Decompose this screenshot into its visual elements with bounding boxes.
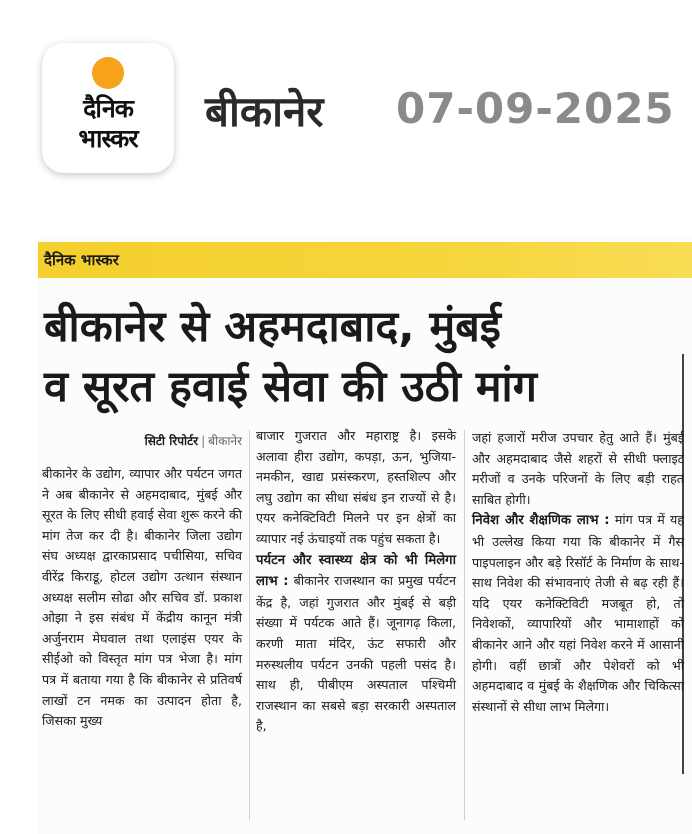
column-2-text-a: बाजार गुजरात और महाराष्ट्र है। इसके अलावा हीरा उद्योग, कपड़ा, ऊन, भुजिया-नमकीन, खाद्य प्रसंस्करण, हस्तशिल्प और लघु उद्योग का सीधा संबंध इन राज्यों से है। एयर कनेक्टिविटी मिलने पर इन क्षेत्रों का व्यापार नई ऊंचाइयों तक पहुंच सकता है। [256, 428, 456, 546]
column-1-text: बीकानेर के उद्योग, व्यापार और पर्यटन जगत ने अब बीकानेर से अहमदाबाद, मुंबई और सूरत के लिए सीधी हवाई सेवा शुरू करने की मांग तेज कर दी है। बीकानेर जिला उद्योग संघ अध्यक्ष द्वारकाप्रसाद पचीसिया, सचिव वीरेंद्र किराडू, होटल उद्योग उत्थान संस्थान अध्यक्ष सलीम सोढा और सचिव डॉ. प्रकाश ओझा ने इस संबंध में केंद्रीय कानून मंत्री अर्जुनराम मेघवाल तथा एलाइंस एयर के सीईओ को विस्तृत मांग पत्र भेजा है। मांग पत्र में बताया गया है कि बीकानेर से प्रतिवर्ष लाखों टन नमक का उत्पादन होता है, जिसका मुख्य [42, 466, 242, 729]
byline [42, 430, 242, 452]
investment-education-subhead: निवेश और शैक्षणिक लाभ : [472, 513, 610, 529]
byline-reporter: सिटी रिपोर्टर [144, 434, 199, 448]
edition-city: बीकानेर [205, 87, 324, 136]
edition-date: 07-09-2025 [396, 84, 675, 133]
column-divider-1 [249, 430, 250, 820]
sun-icon [92, 57, 124, 89]
article-column-3 [472, 428, 684, 717]
brand-strip-label: दैनिक भास्कर [44, 251, 119, 269]
newspaper-clipping [38, 236, 692, 834]
byline-place: बीकानेर [208, 434, 242, 448]
logo-text-line2: भास्कर [78, 124, 138, 153]
article-column-2 [256, 426, 456, 737]
column-3-text-b: मांग पत्र में यह भी उल्लेख किया गया कि बीकानेर में गैस पाइपलाइन और बड़े रिसॉर्ट के निर्माण के साथ-साथ निवेश की संभावनाएं तेजी से बढ़ रही हैं। यदि एयर कनेक्टिविटी मजबूत हो, तो निवेशकों, व्यापारियों और भामाशाहों को बीकानेर आने और यहां निवेश करने में आसानी होगी। वहीं छात्रों और पेशेवरों को भी अहमदाबाद व मुंबई के शैक्षणिक और चिकित्सा संस्थानों से सीधा लाभ मिलेगा। [472, 512, 684, 714]
brand-strip [38, 242, 692, 278]
column-2-text-b: बीकानेर राजस्थान का प्रमुख पर्यटन केंद्र है, जहां गुजरात और मुंबई से बड़ी संख्या में पर्यटक आते हैं। जूनागढ़ किला, करणी माता मंदिर, ऊंट सफारी और मरुस्थलीय पर्यटन उनकी पहली पसंद है। साथ ही, पीबीएम अस्पताल पश्चिमी राजस्थान का सबसे बड़ा सरकारी अस्पताल है, [256, 573, 456, 734]
column-divider-2 [464, 430, 465, 820]
headline-line-1: बीकानेर से अहमदाबाद, मुंबई [44, 302, 501, 352]
tourism-health-subhead: पर्यटन और स्वास्थ्य क्षेत्र को भी मिलेगा लाभ : [256, 552, 456, 590]
headline-line-2: व सूरत हवाई सेवा की उठी मांग [44, 362, 537, 412]
byline-separator: | [201, 434, 206, 448]
article-column-1 [42, 430, 242, 732]
logo-text-line1: दैनिक [83, 94, 133, 123]
dainik-bhaskar-logo [42, 43, 174, 173]
column-3-text-a: जहां हजारों मरीज उपचार हेतु आते हैं। मुंबई और अहमदाबाद जैसे शहरों से सीधी फ्लाइट मरीजों व उनके परिजनों के लिए बड़ी राहत साबित होगी। [472, 430, 684, 507]
